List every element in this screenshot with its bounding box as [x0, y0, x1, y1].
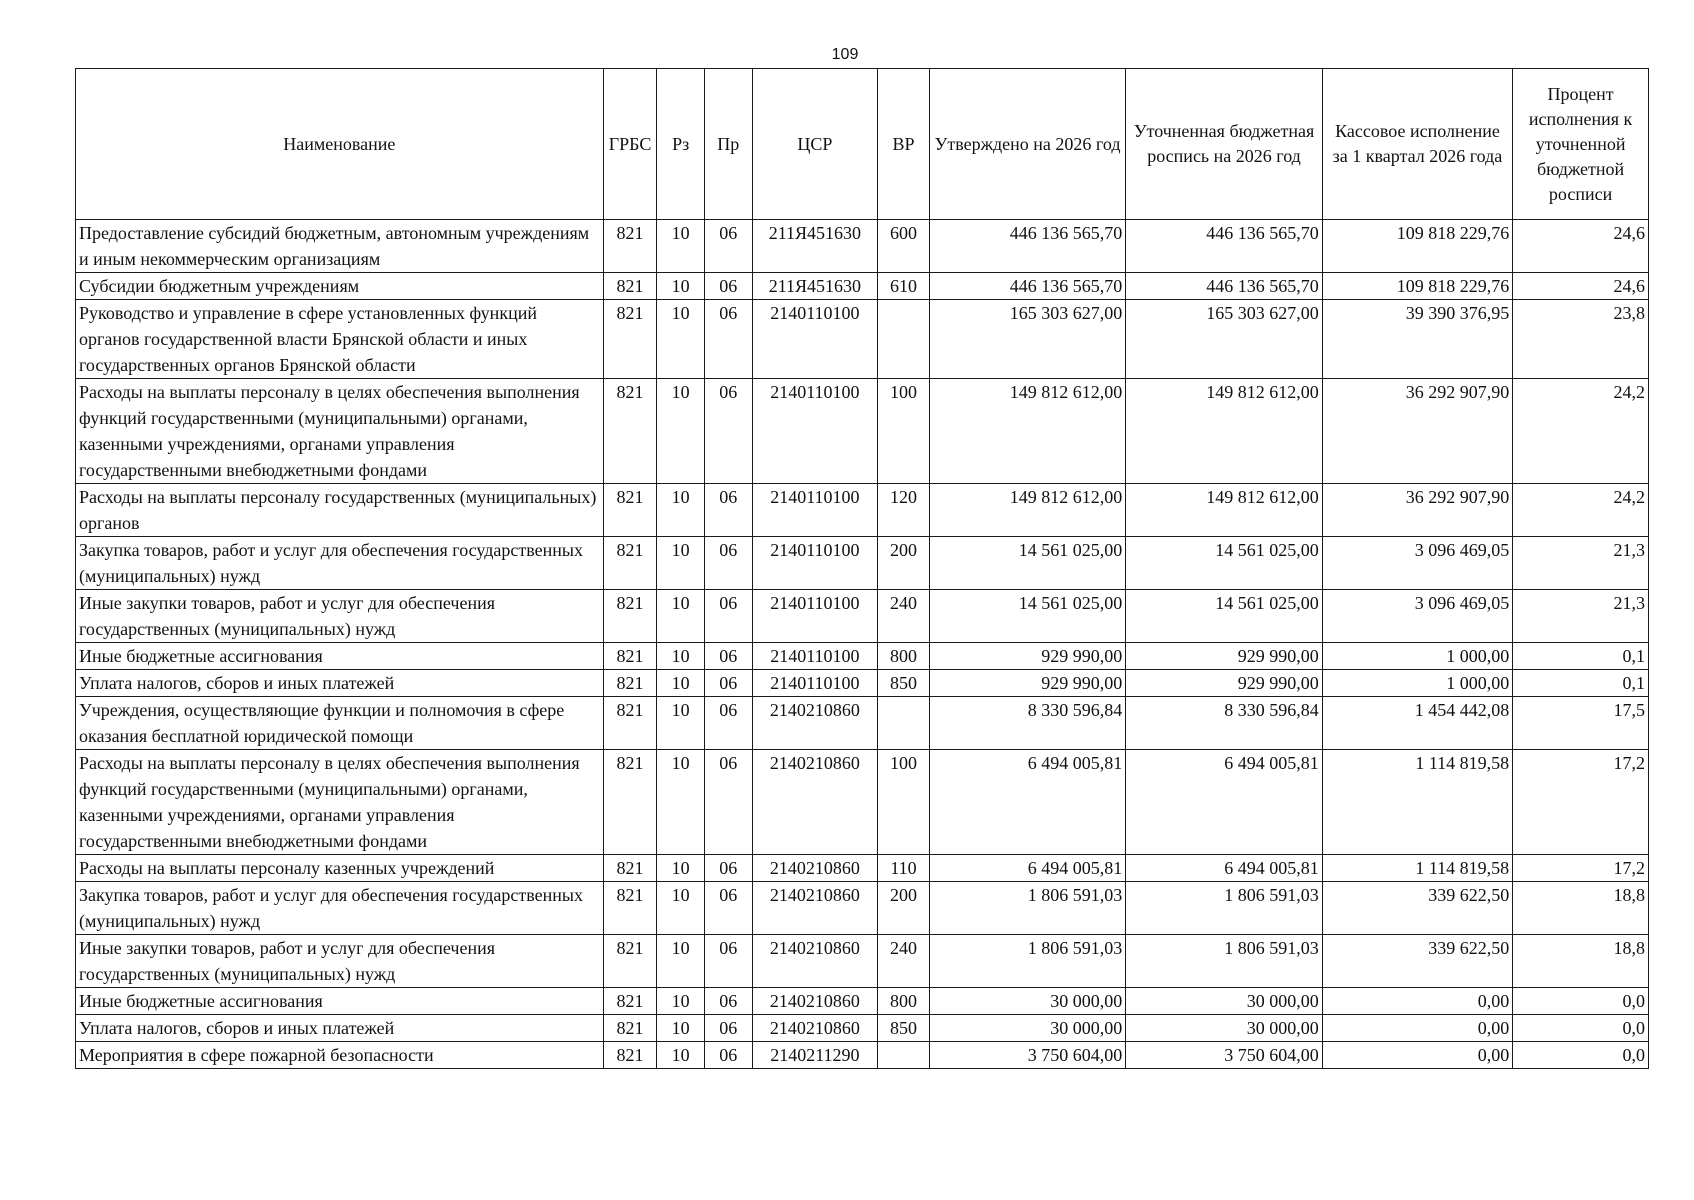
cell-executed: 0,00 [1322, 988, 1512, 1015]
cell-approved: 446 136 565,70 [929, 273, 1125, 300]
cell-approved: 30 000,00 [929, 1015, 1125, 1042]
cell-grbs: 821 [603, 300, 657, 379]
cell-vr [878, 1042, 930, 1069]
table-row [76, 988, 1649, 1015]
cell-csr: 2140210860 [752, 1015, 878, 1042]
cell-name: Уплата налогов, сборов и иных платежей [76, 1015, 604, 1042]
header-approved: Утверждено на 2026 год [929, 69, 1125, 220]
cell-percent: 24,2 [1513, 484, 1649, 537]
cell-revised: 446 136 565,70 [1126, 273, 1322, 300]
cell-percent: 21,3 [1513, 537, 1649, 590]
table-row [76, 855, 1649, 882]
cell-approved: 165 303 627,00 [929, 300, 1125, 379]
cell-csr: 2140210860 [752, 697, 878, 750]
cell-csr: 2140210860 [752, 935, 878, 988]
cell-approved: 6 494 005,81 [929, 855, 1125, 882]
cell-name: Иные бюджетные ассигнования [76, 643, 604, 670]
cell-rz: 10 [657, 590, 705, 643]
table-row [76, 300, 1649, 379]
cell-vr: 240 [878, 590, 930, 643]
cell-rz: 10 [657, 988, 705, 1015]
table-row [76, 1042, 1649, 1069]
header-executed: Кассовое исполнение за 1 квартал 2026 года [1322, 69, 1512, 220]
header-grbs: ГРБС [603, 69, 657, 220]
header-revised: Уточненная бюджетная роспись на 2026 год [1126, 69, 1322, 220]
cell-vr: 610 [878, 273, 930, 300]
cell-pr: 06 [704, 750, 752, 855]
cell-rz: 10 [657, 300, 705, 379]
cell-revised: 6 494 005,81 [1126, 855, 1322, 882]
cell-vr: 100 [878, 379, 930, 484]
cell-revised: 1 806 591,03 [1126, 882, 1322, 935]
cell-executed: 36 292 907,90 [1322, 484, 1512, 537]
cell-percent: 21,3 [1513, 590, 1649, 643]
cell-executed: 3 096 469,05 [1322, 590, 1512, 643]
cell-approved: 8 330 596,84 [929, 697, 1125, 750]
cell-vr [878, 697, 930, 750]
cell-name: Иные закупки товаров, работ и услуг для обеспечения государственных (муниципальных) нужд [76, 935, 604, 988]
cell-pr: 06 [704, 273, 752, 300]
cell-pr: 06 [704, 670, 752, 697]
cell-percent: 24,2 [1513, 379, 1649, 484]
cell-percent: 24,6 [1513, 220, 1649, 273]
cell-vr: 100 [878, 750, 930, 855]
cell-name: Субсидии бюджетным учреждениям [76, 273, 604, 300]
header-name: Наименование [76, 69, 604, 220]
cell-revised: 14 561 025,00 [1126, 590, 1322, 643]
table-row [76, 670, 1649, 697]
cell-vr: 850 [878, 1015, 930, 1042]
cell-csr: 2140110100 [752, 300, 878, 379]
cell-revised: 3 750 604,00 [1126, 1042, 1322, 1069]
page-number: 109 [831, 46, 859, 63]
cell-percent: 17,5 [1513, 697, 1649, 750]
cell-csr: 2140210860 [752, 750, 878, 855]
cell-pr: 06 [704, 988, 752, 1015]
header-csr: ЦСР [752, 69, 878, 220]
cell-rz: 10 [657, 670, 705, 697]
cell-grbs: 821 [603, 379, 657, 484]
cell-pr: 06 [704, 300, 752, 379]
cell-csr: 211Я451630 [752, 220, 878, 273]
cell-revised: 30 000,00 [1126, 988, 1322, 1015]
cell-rz: 10 [657, 273, 705, 300]
cell-revised: 929 990,00 [1126, 670, 1322, 697]
cell-csr: 2140210860 [752, 855, 878, 882]
cell-name: Руководство и управление в сфере установленных функций органов государственной власти Брянской области и иных государственных органов Брянской области [76, 300, 604, 379]
cell-percent: 0,0 [1513, 1015, 1649, 1042]
cell-approved: 6 494 005,81 [929, 750, 1125, 855]
cell-vr: 800 [878, 988, 930, 1015]
cell-rz: 10 [657, 697, 705, 750]
cell-executed: 1 454 442,08 [1322, 697, 1512, 750]
cell-percent: 18,8 [1513, 882, 1649, 935]
cell-csr: 211Я451630 [752, 273, 878, 300]
cell-csr: 2140110100 [752, 484, 878, 537]
cell-rz: 10 [657, 855, 705, 882]
cell-revised: 149 812 612,00 [1126, 379, 1322, 484]
cell-name: Учреждения, осуществляющие функции и полномочия в сфере оказания бесплатной юридической помощи [76, 697, 604, 750]
cell-grbs: 821 [603, 670, 657, 697]
cell-pr: 06 [704, 882, 752, 935]
cell-pr: 06 [704, 1042, 752, 1069]
cell-csr: 2140110100 [752, 590, 878, 643]
cell-vr: 240 [878, 935, 930, 988]
cell-grbs: 821 [603, 484, 657, 537]
cell-executed: 339 622,50 [1322, 935, 1512, 988]
cell-vr: 200 [878, 537, 930, 590]
cell-revised: 6 494 005,81 [1126, 750, 1322, 855]
table-row [76, 273, 1649, 300]
cell-pr: 06 [704, 537, 752, 590]
cell-executed: 0,00 [1322, 1042, 1512, 1069]
cell-name: Закупка товаров, работ и услуг для обеспечения государственных (муниципальных) нужд [76, 537, 604, 590]
table-row [76, 935, 1649, 988]
cell-percent: 17,2 [1513, 855, 1649, 882]
cell-vr: 600 [878, 220, 930, 273]
cell-executed: 1 000,00 [1322, 643, 1512, 670]
cell-rz: 10 [657, 882, 705, 935]
cell-vr: 200 [878, 882, 930, 935]
cell-csr: 2140210860 [752, 882, 878, 935]
cell-percent: 23,8 [1513, 300, 1649, 379]
cell-pr: 06 [704, 1015, 752, 1042]
cell-approved: 149 812 612,00 [929, 484, 1125, 537]
table-row [76, 379, 1649, 484]
cell-grbs: 821 [603, 220, 657, 273]
table-row [76, 1015, 1649, 1042]
table-row [76, 537, 1649, 590]
cell-executed: 39 390 376,95 [1322, 300, 1512, 379]
cell-rz: 10 [657, 484, 705, 537]
table-row [76, 220, 1649, 273]
table-row [76, 590, 1649, 643]
cell-name: Расходы на выплаты персоналу в целях обеспечения выполнения функций государственными (муниципальными) органами, казенными учреждениями, органами управления государственными внебюджетными фондами [76, 750, 604, 855]
cell-grbs: 821 [603, 882, 657, 935]
cell-revised: 14 561 025,00 [1126, 537, 1322, 590]
cell-vr: 110 [878, 855, 930, 882]
cell-rz: 10 [657, 935, 705, 988]
cell-pr: 06 [704, 379, 752, 484]
cell-grbs: 821 [603, 935, 657, 988]
cell-csr: 2140110100 [752, 537, 878, 590]
cell-revised: 165 303 627,00 [1126, 300, 1322, 379]
header-rz: Рз [657, 69, 705, 220]
header-vr: ВР [878, 69, 930, 220]
cell-grbs: 821 [603, 590, 657, 643]
cell-grbs: 821 [603, 1042, 657, 1069]
cell-grbs: 821 [603, 988, 657, 1015]
cell-approved: 929 990,00 [929, 643, 1125, 670]
table-row [76, 750, 1649, 855]
header-percent: Процент исполнения к уточненной бюджетной росписи [1513, 69, 1649, 220]
cell-revised: 8 330 596,84 [1126, 697, 1322, 750]
cell-name: Расходы на выплаты персоналу в целях обеспечения выполнения функций государственными (муниципальными) органами, казенными учреждениями, органами управления государственными внебюджетными фондами [76, 379, 604, 484]
table-body [76, 220, 1649, 1069]
cell-pr: 06 [704, 220, 752, 273]
cell-executed: 1 114 819,58 [1322, 750, 1512, 855]
cell-pr: 06 [704, 697, 752, 750]
cell-csr: 2140110100 [752, 379, 878, 484]
cell-revised: 149 812 612,00 [1126, 484, 1322, 537]
cell-percent: 0,1 [1513, 670, 1649, 697]
cell-approved: 1 806 591,03 [929, 935, 1125, 988]
cell-percent: 0,0 [1513, 988, 1649, 1015]
cell-rz: 10 [657, 750, 705, 855]
cell-vr: 850 [878, 670, 930, 697]
cell-rz: 10 [657, 537, 705, 590]
cell-grbs: 821 [603, 537, 657, 590]
cell-revised: 446 136 565,70 [1126, 220, 1322, 273]
cell-executed: 1 114 819,58 [1322, 855, 1512, 882]
cell-csr: 2140210860 [752, 988, 878, 1015]
cell-revised: 929 990,00 [1126, 643, 1322, 670]
cell-grbs: 821 [603, 1015, 657, 1042]
cell-rz: 10 [657, 1042, 705, 1069]
cell-approved: 1 806 591,03 [929, 882, 1125, 935]
cell-pr: 06 [704, 935, 752, 988]
cell-name: Расходы на выплаты персоналу казенных учреждений [76, 855, 604, 882]
cell-rz: 10 [657, 379, 705, 484]
cell-grbs: 821 [603, 697, 657, 750]
cell-name: Уплата налогов, сборов и иных платежей [76, 670, 604, 697]
table-row [76, 882, 1649, 935]
cell-percent: 24,6 [1513, 273, 1649, 300]
cell-executed: 1 000,00 [1322, 670, 1512, 697]
cell-pr: 06 [704, 643, 752, 670]
cell-approved: 30 000,00 [929, 988, 1125, 1015]
cell-executed: 109 818 229,76 [1322, 273, 1512, 300]
cell-rz: 10 [657, 1015, 705, 1042]
budget-execution-table [75, 68, 1649, 1069]
cell-approved: 929 990,00 [929, 670, 1125, 697]
cell-csr: 2140110100 [752, 670, 878, 697]
cell-grbs: 821 [603, 273, 657, 300]
table-row [76, 643, 1649, 670]
cell-approved: 446 136 565,70 [929, 220, 1125, 273]
cell-percent: 0,1 [1513, 643, 1649, 670]
cell-vr [878, 300, 930, 379]
cell-approved: 14 561 025,00 [929, 537, 1125, 590]
table-row [76, 484, 1649, 537]
cell-revised: 30 000,00 [1126, 1015, 1322, 1042]
cell-name: Иные закупки товаров, работ и услуг для обеспечения государственных (муниципальных) нужд [76, 590, 604, 643]
cell-executed: 3 096 469,05 [1322, 537, 1512, 590]
cell-pr: 06 [704, 484, 752, 537]
cell-csr: 2140211290 [752, 1042, 878, 1069]
cell-name: Расходы на выплаты персоналу государственных (муниципальных) органов [76, 484, 604, 537]
cell-percent: 0,0 [1513, 1042, 1649, 1069]
cell-csr: 2140110100 [752, 643, 878, 670]
cell-executed: 36 292 907,90 [1322, 379, 1512, 484]
cell-percent: 18,8 [1513, 935, 1649, 988]
cell-name: Закупка товаров, работ и услуг для обеспечения государственных (муниципальных) нужд [76, 882, 604, 935]
cell-grbs: 821 [603, 643, 657, 670]
table-header [76, 69, 1649, 220]
cell-grbs: 821 [603, 750, 657, 855]
cell-percent: 17,2 [1513, 750, 1649, 855]
cell-name: Иные бюджетные ассигнования [76, 988, 604, 1015]
cell-vr: 120 [878, 484, 930, 537]
cell-pr: 06 [704, 855, 752, 882]
cell-pr: 06 [704, 590, 752, 643]
cell-approved: 3 750 604,00 [929, 1042, 1125, 1069]
cell-rz: 10 [657, 643, 705, 670]
cell-revised: 1 806 591,03 [1126, 935, 1322, 988]
cell-rz: 10 [657, 220, 705, 273]
cell-approved: 14 561 025,00 [929, 590, 1125, 643]
header-pr: Пр [704, 69, 752, 220]
cell-executed: 109 818 229,76 [1322, 220, 1512, 273]
cell-approved: 149 812 612,00 [929, 379, 1125, 484]
cell-executed: 339 622,50 [1322, 882, 1512, 935]
table-row [76, 697, 1649, 750]
cell-name: Предоставление субсидий бюджетным, автономным учреждениям и иным некоммерческим организациям [76, 220, 604, 273]
cell-vr: 800 [878, 643, 930, 670]
cell-executed: 0,00 [1322, 1015, 1512, 1042]
cell-name: Мероприятия в сфере пожарной безопасности [76, 1042, 604, 1069]
cell-grbs: 821 [603, 855, 657, 882]
